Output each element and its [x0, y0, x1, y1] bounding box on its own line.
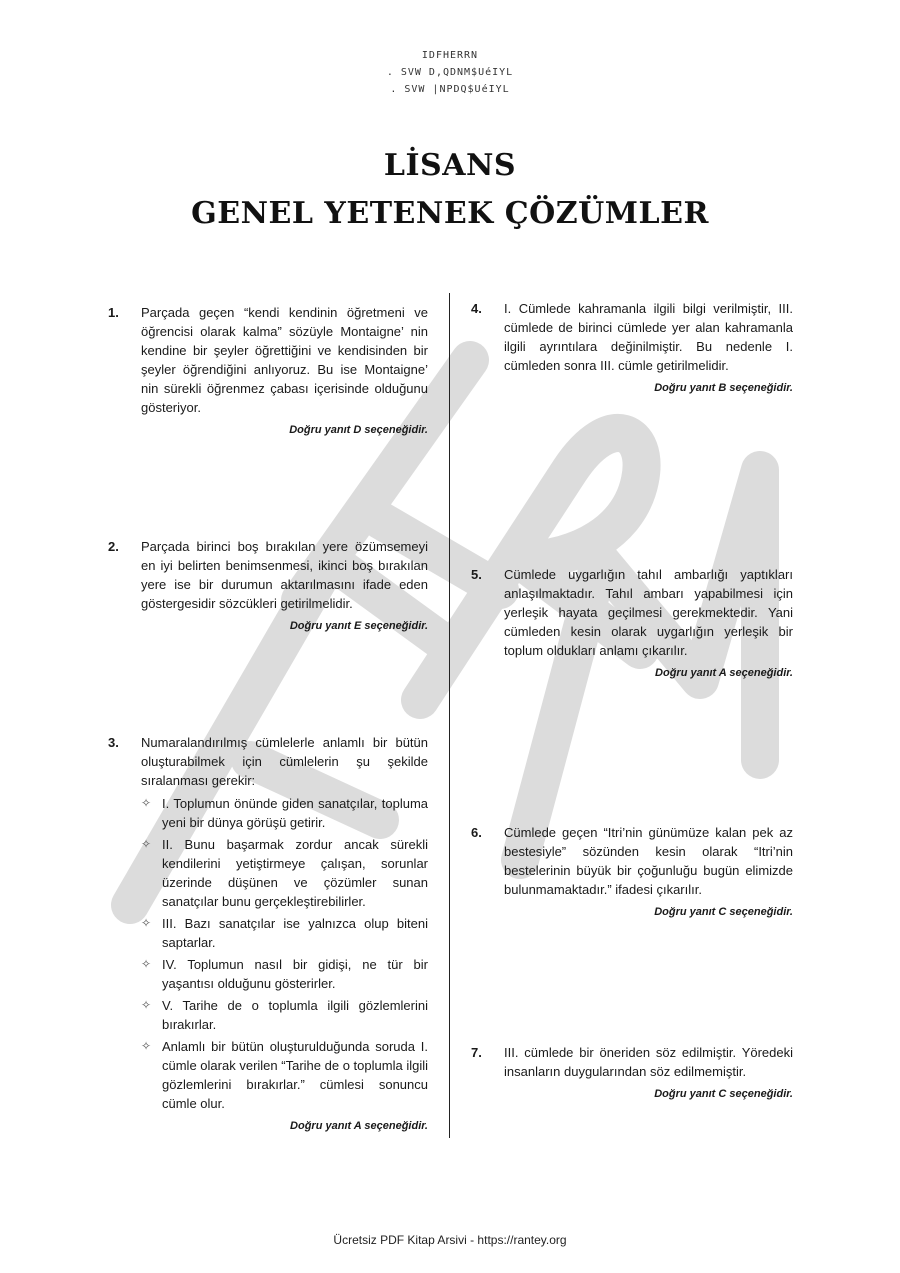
list-item-text: V. Tarihe de o toplumla ilgili gözlemlerini bırakırlar.	[162, 998, 428, 1032]
header-codes	[0, 47, 900, 98]
answer-text: Doğru yanıt C seçeneğidir.	[654, 1088, 793, 1100]
question-3	[108, 733, 428, 1136]
question-number: 1.	[108, 305, 119, 320]
question-text: Cümlede uygarlığın tahıl ambarlığı yaptıkları anlaşılmaktadır. Tahıl ambarı yapabilmesi için yerleşik hayata geçilmesi gerekmektedir. Yani cümleden kesin olarak uygarlığın yerleşik bir toplum oldukları anlamı çıkarılır.	[504, 567, 793, 658]
list-item-text: III. Bazı sanatçılar ise yalnızca olup biteni saptarlar.	[162, 916, 428, 950]
bullet-icon: ✧	[141, 837, 152, 851]
question-4	[471, 299, 793, 398]
question-text: I. Cümlede kahramanla ilgili bilgi verilmiştir, III. cümlede de birinci cümlede yer alan kahramanla ilgili ayrıntılara değinilmiştir. Bu nedenle I. cümleden sonra III. cümle getirilmelidir.	[504, 301, 793, 373]
answer-text: Doğru yanıt D seçeneğidir.	[289, 424, 428, 436]
column-divider	[449, 293, 450, 1138]
bullet-icon: ✧	[141, 957, 152, 971]
ordered-sentences-list	[141, 794, 428, 1113]
list-item-text: IV. Toplumun nasıl bir gidişi, ne tür bir yaşantısı olduğunu gösterirler.	[162, 957, 428, 991]
question-text: Parçada geçen “kendi kendinin öğretmeni ve öğrencisi olarak kalma” sözüyle Montaigne’ nin kendine bir şeyler öğrettiğini ve kendisinden bir şeyler öğrendiğini anlıyoruz. Bu ise Montaigne’ nin sürekli öğrenmez çabası içerisinde olduğunu gösteriyor.	[141, 305, 428, 415]
question-number: 7.	[471, 1045, 482, 1060]
bullet-icon: ✧	[141, 916, 152, 930]
list-item	[141, 996, 428, 1034]
question-5	[471, 565, 793, 683]
list-item	[141, 835, 428, 911]
list-item	[141, 794, 428, 832]
question-text: Parçada birinci boş bırakılan yere özümsemeyi en iyi belirten benimsenmesi, ikinci boş bırakılan yere ise bir durumun aktarılmasını ifade eden göstergesidir sözcükleri getirilmelidir.	[141, 539, 428, 611]
list-item-text: Anlamlı bir bütün oluşturulduğunda soruda I. cümle olarak verilen “Tarihe de o toplumla ilgili gözlemlerini bırakırlar.” cümlesi sonuncu cümle olur.	[162, 1039, 428, 1111]
answer-text: Doğru yanıt E seçeneğidir.	[289, 620, 428, 632]
list-item-text: I. Toplumun önünde giden sanatçılar, topluma yeni bir dünya görüşü getirir.	[162, 796, 428, 830]
question-number: 5.	[471, 567, 482, 582]
question-6	[471, 823, 793, 922]
question-number: 2.	[108, 539, 119, 554]
answer-text: Doğru yanıt B seçeneğidir.	[654, 382, 793, 394]
question-number: 3.	[108, 735, 119, 750]
list-item-text: II. Bunu başarmak zordur ancak sürekli kendilerini yetiştirmeye çalışan, sorunlar üzerinde düşünen ve çözümler sunan sanatçılar bunu gerçekleştirebilirler.	[162, 837, 428, 909]
bullet-icon: ✧	[141, 796, 152, 810]
answer-text: Doğru yanıt C seçeneğidir.	[654, 906, 793, 918]
list-item	[141, 955, 428, 993]
question-number: 4.	[471, 301, 482, 316]
question-1	[108, 303, 428, 440]
list-item	[141, 914, 428, 952]
answer-text: Doğru yanıt A seçeneğidir.	[290, 1120, 428, 1132]
header-line: . SVW D,QDNM$UéIYL	[386, 67, 514, 78]
question-text: Numaralandırılmış cümlelerle anlamlı bir bütün oluşturabilmek için cümlelerin şu şekilde sıralanması gerekir:	[141, 735, 428, 788]
question-2	[108, 537, 428, 636]
header-line: . SVW |NPDQ$UéIYL	[390, 84, 510, 95]
question-text: Cümlede geçen “Itri’nin günümüze kalan pek az bestesiyle” sözünden kesin olarak “Itri’nin bestelerinin büyük bir çoğunluğu bugün elimizde bulunmamaktadır.” ifadesi çıkarılır.	[504, 825, 793, 897]
footer-link-text: Ücretsiz PDF Kitap Arsivi - https://rantey.org	[333, 1233, 567, 1247]
bullet-icon: ✧	[141, 1039, 152, 1053]
bullet-icon: ✧	[141, 998, 152, 1012]
page-subtitle: GENEL YETENEK ÇÖZÜMLER	[191, 196, 709, 231]
list-item	[141, 1037, 428, 1113]
header-line: IDFHERRN	[421, 50, 479, 61]
question-text: III. cümlede bir öneriden söz edilmiştir. Yöredeki insanların duygularından söz edilmemiştir.	[504, 1045, 793, 1079]
question-number: 6.	[471, 825, 482, 840]
question-7	[471, 1043, 793, 1104]
answer-text: Doğru yanıt A seçeneğidir.	[655, 667, 793, 679]
page-title: LİSANS	[383, 148, 517, 183]
